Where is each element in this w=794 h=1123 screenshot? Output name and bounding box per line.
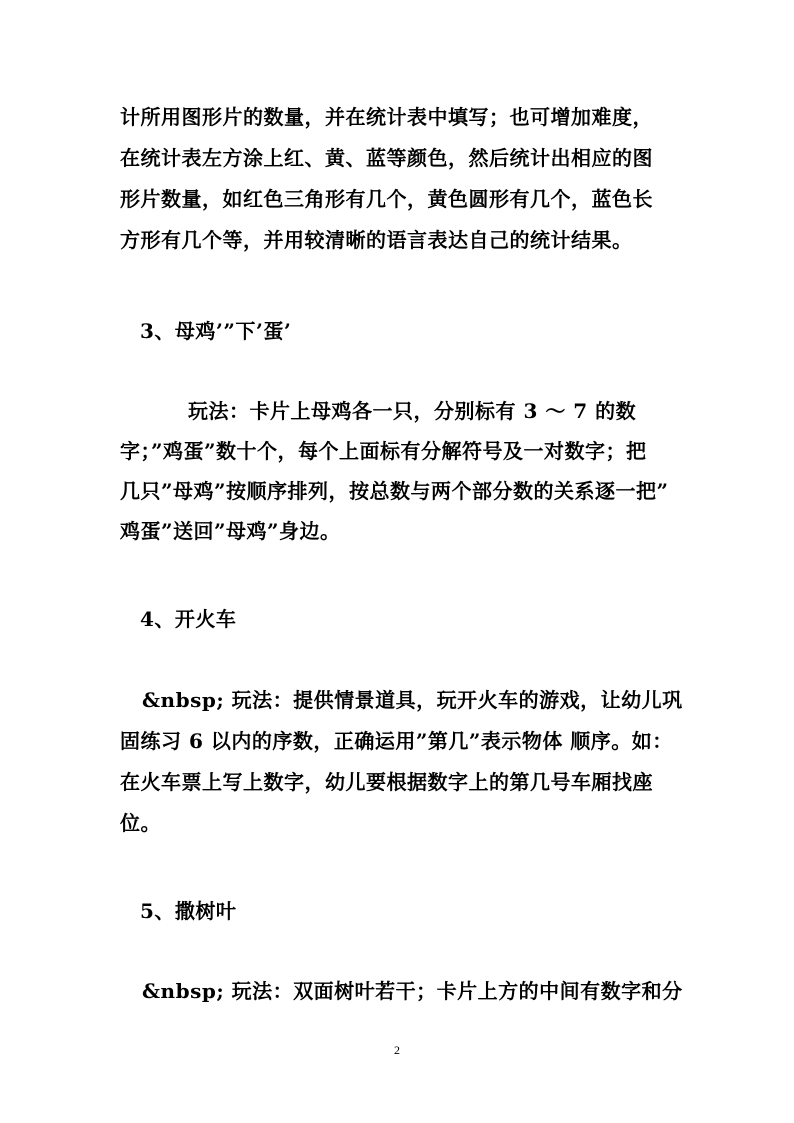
- paragraph-line: 形片数量，如红色三角形有几个，黄色圆形有几个，蓝色长: [120, 187, 653, 211]
- paragraph-line: 鸡蛋”送回”母鸡”身边。: [120, 519, 341, 543]
- page-number: 2: [394, 1043, 400, 1057]
- paragraph-line: 字；”鸡蛋”数十个，每个上面标有分解符号及一对数字；把: [120, 439, 647, 463]
- paragraph-line: 玩法：卡片上母鸡各一只，分别标有 3 ～ 7 的数: [188, 399, 637, 423]
- paragraph-line: 在统计表左方涂上红、黄、蓝等颜色，然后统计出相应的图: [120, 146, 653, 170]
- paragraph-line: 方形有几个等，并用较清晰的语言表达自己的统计结果。: [120, 228, 633, 252]
- paragraph-line: &nbsp; 玩法：双面树叶若干；卡片上方的中间有数字和分: [142, 979, 683, 1003]
- section-heading: 4、开火车: [140, 607, 237, 631]
- section-heading: 5、撒树叶: [140, 899, 237, 923]
- section-heading: 3、母鸡’”下’蛋’: [140, 319, 292, 343]
- paragraph-line: 几只”母鸡”按顺序排列，按总数与两个部分数的关系逐一把”: [120, 479, 669, 503]
- paragraph-line: 位。: [120, 811, 161, 835]
- paragraph-line: &nbsp; 玩法：提供情景道具，玩开火车的游戏，让幼儿巩: [142, 688, 683, 712]
- paragraph-line: 在火车票上写上数字，幼儿要根据数字上的第几号车厢找座: [120, 770, 653, 794]
- paragraph-line: 计所用图形片的数量，并在统计表中填写；也可增加难度，: [120, 105, 653, 129]
- paragraph-line: 固练习 6 以内的序数，正确运用”第几”表示物体 顺序。如：: [120, 729, 673, 753]
